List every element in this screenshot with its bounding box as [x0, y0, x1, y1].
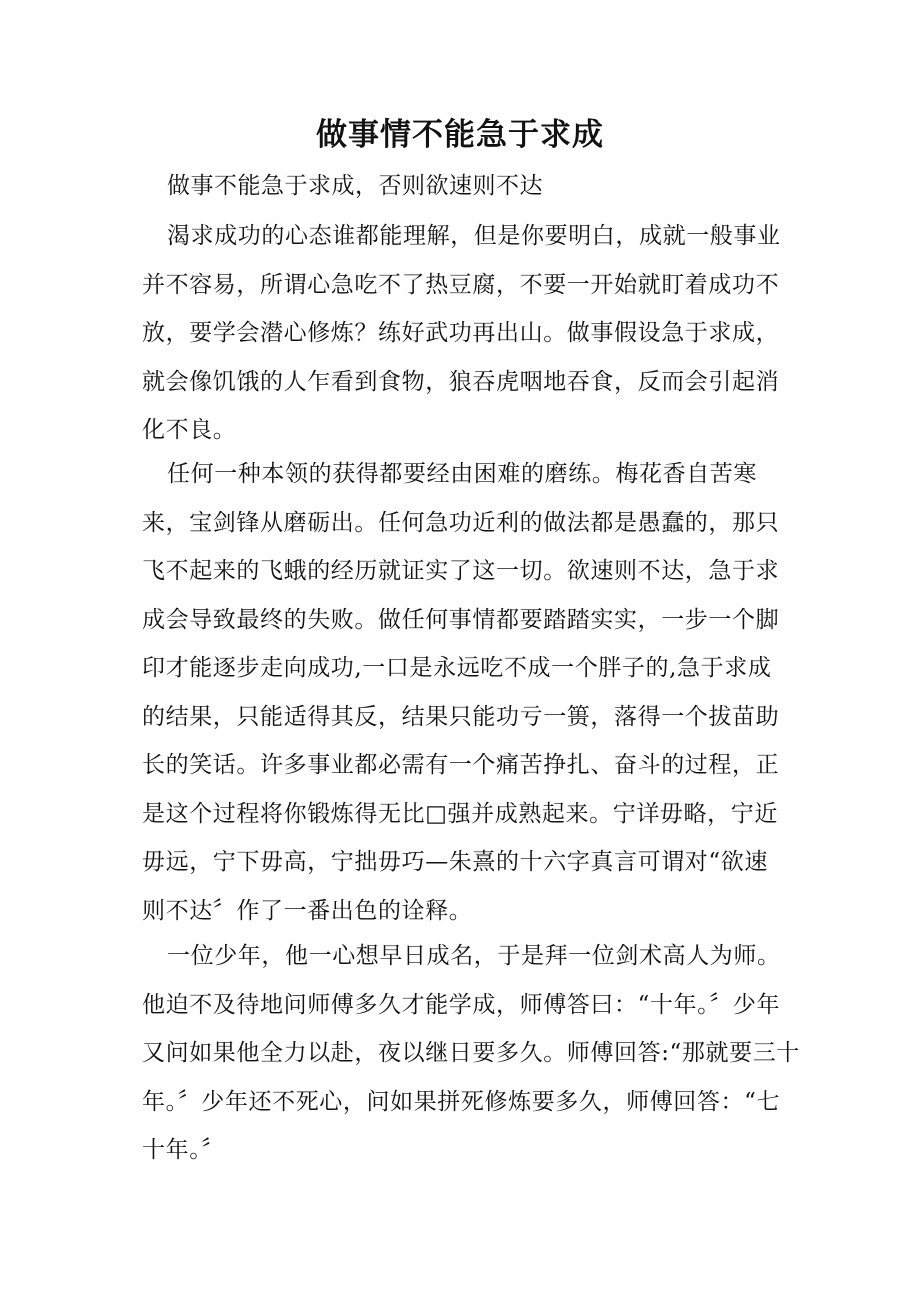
paragraph-2: 任何一种本领的获得都要经由困难的磨练。梅花香自苦寒来，宝剑锋从磨砺出。任何急功近利的做法都是愚蠢的，那只飞不起来的飞蛾的经历就证实了这一切。欲速则不达，急于求成会导致最终的失败。做任何事情都要踏踏实实，一步一个脚印才能逐步走向成功,一口是永远吃不成一个胖子的,急于求成的结果，只能适得其反，结果只能功亏一篑，落得一个拔苗助长的笑话。许多事业都必需有一个痛苦挣扎、奋斗的过程，正是这个过程将你锻炼得无比□强并成熟起来。宁详毋略，宁近毋远，宁下毋高，宁拙毋巧—朱熹的十六字真言可谓对“欲速则不达〞作了一番出色的诠释。 [142, 461, 780, 924]
page-subtitle: 做事不能急于求成，否则欲速则不达 [167, 173, 543, 199]
page-title: 做事情不能急于求成 [316, 117, 604, 153]
paragraph-1: 渴求成功的心态谁都能理解，但是你要明白，成就一般事业并不容易，所谓心急吃不了热豆腐，不要一开始就盯着成功不放，要学会潜心修炼？练好武功再出山。做事假设急于求成，就会像饥饿的人乍看到食物，狼吞虎咽地吞食，反而会引起消化不良。 [142, 223, 781, 443]
paragraph-3: 一位少年，他一心想早日成名，于是拜一位剑术高人为师。他迫不及待地问师傅多久才能学成，师傅答曰：“十年。〞少年又问如果他全力以赴，夜以继日要多久。师傅回答:“那就要三十年。〞少年还不死心，问如果拼死修炼要多久，师傅回答：“七十年。〞 [142, 943, 800, 1163]
